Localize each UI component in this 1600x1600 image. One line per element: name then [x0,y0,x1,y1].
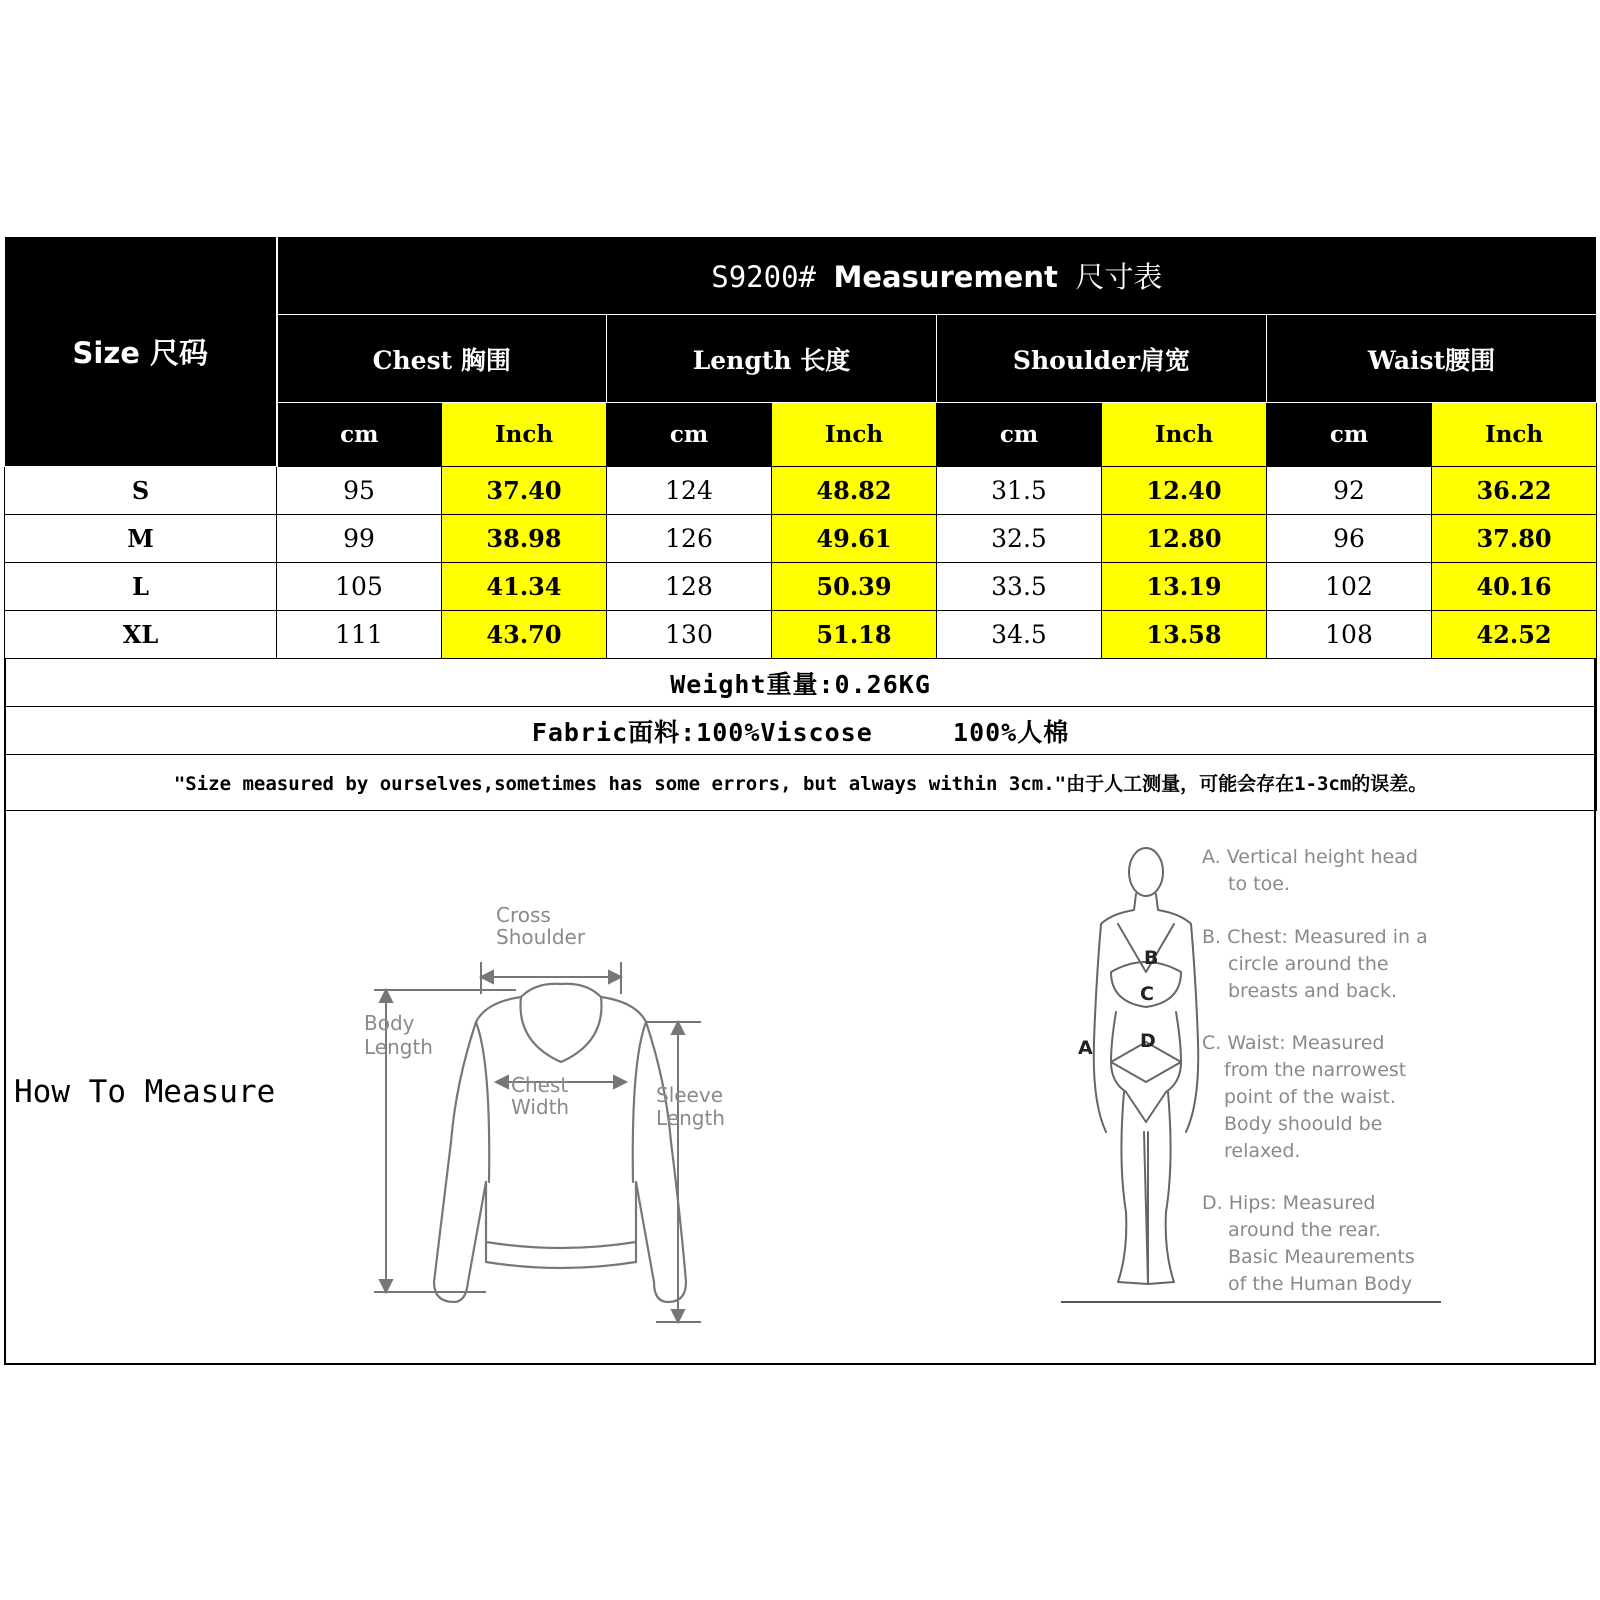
cm-value-cell: 102 [1267,563,1432,611]
inch-value-cell: 43.70 [442,611,607,659]
inch-value-cell: 51.18 [772,611,937,659]
table-row [5,467,1597,515]
cm-value-cell: 99 [277,515,442,563]
label-cross-shoulder-2: Shoulder [496,925,586,949]
garment-diagram [356,882,776,1332]
cm-value-cell: 32.5 [937,515,1102,563]
inch-value-cell: 41.34 [442,563,607,611]
inch-value-cell: 37.40 [442,467,607,515]
cm-value-cell: 111 [277,611,442,659]
table-row [5,611,1597,659]
unit-inch: Inch [772,403,937,467]
cm-value-cell: 130 [607,611,772,659]
unit-cm: cm [607,403,772,467]
note-b [1202,924,1428,1005]
chart-title [277,237,1597,315]
cm-value-cell: 128 [607,563,772,611]
how-to-measure-section [6,812,1594,1364]
cm-value-cell: 33.5 [937,563,1102,611]
cm-value-cell: 124 [607,467,772,515]
unit-inch: Inch [1102,403,1267,467]
label-chest-width-2: Width [511,1095,570,1119]
inch-value-cell: 49.61 [772,515,937,563]
inch-value-cell: 38.98 [442,515,607,563]
inch-value-cell: 37.80 [1432,515,1597,563]
unit-cm: cm [277,403,442,467]
group-chest: Chest 胸围 [277,315,607,403]
unit-inch: Inch [442,403,607,467]
cm-value-cell: 105 [277,563,442,611]
note-d-line: Basic Meaurements [1228,1246,1415,1268]
label-body-length-2: Length [364,1035,433,1059]
note-b-line: circle around the [1228,953,1389,975]
disclaimer-row: "Size measured by ourselves,sometimes has some errors, but always within 3cm."由于人工测量，可能会存在1-3cm的误差。 [5,755,1597,811]
note-c-line: C. Waist: Measured [1202,1032,1385,1054]
how-to-measure-label: How To Measure [14,1074,276,1110]
label-sleeve-length-2: Length [656,1106,725,1130]
inch-value-cell: 40.16 [1432,563,1597,611]
fabric-cn: 100%人棉 [953,717,1070,747]
inch-value-cell: 12.40 [1102,467,1267,515]
note-a-line: A. Vertical height head [1202,846,1418,868]
cm-value-cell: 126 [607,515,772,563]
label-cross-shoulder-1: Cross [496,903,551,927]
letter-d: D [1140,1030,1156,1052]
inch-value-cell: 13.58 [1102,611,1267,659]
size-cell: XL [5,611,277,659]
label-body-length-1: Body [364,1011,415,1035]
note-c-line: relaxed. [1224,1140,1301,1162]
label-chest-width-1: Chest [511,1073,569,1097]
group-shoulder: Shoulder肩宽 [937,315,1267,403]
size-table [4,236,1597,811]
note-d-line: of the Human Body [1228,1273,1413,1295]
cm-value-cell: 108 [1267,611,1432,659]
note-a [1202,844,1418,898]
inch-value-cell: 50.39 [772,563,937,611]
inch-value-cell: 12.80 [1102,515,1267,563]
size-header: Size 尺码 [5,237,277,467]
table-row [5,515,1597,563]
note-c [1202,1030,1406,1165]
unit-inch: Inch [1432,403,1597,467]
note-c-line: from the narrowest [1224,1059,1407,1081]
inch-value-cell: 42.52 [1432,611,1597,659]
inch-value-cell: 13.19 [1102,563,1267,611]
note-b-line: B. Chest: Measured in a [1202,926,1428,948]
note-b-line: breasts and back. [1228,980,1398,1002]
cm-value-cell: 31.5 [937,467,1102,515]
unit-cm: cm [937,403,1102,467]
table-row [5,563,1597,611]
title-suffix: 尺寸表 [1075,260,1163,294]
letter-c: C [1140,983,1154,1005]
letter-b: B [1144,947,1159,969]
note-a-line: to toe. [1228,873,1290,895]
unit-cm: cm [1267,403,1432,467]
size-cell: M [5,515,277,563]
label-sleeve-length-1: Sleeve [656,1083,724,1107]
note-c-line: point of the waist. [1224,1086,1396,1108]
note-d [1202,1190,1415,1298]
group-waist: Waist腰围 [1267,315,1597,403]
cm-value-cell: 34.5 [937,611,1102,659]
cm-value-cell: 95 [277,467,442,515]
fabric-row [5,707,1597,755]
size-cell: S [5,467,277,515]
size-chart-sheet [4,236,1596,1365]
fabric-en: Fabric面料:100%Viscose [531,717,873,747]
letter-a: A [1078,1037,1093,1059]
inch-value-cell: 36.22 [1432,467,1597,515]
cm-value-cell: 96 [1267,515,1432,563]
note-d-line: D. Hips: Measured [1202,1192,1376,1214]
inch-value-cell: 48.82 [772,467,937,515]
note-d-line: around the rear. [1228,1219,1381,1241]
title-bold: Measurement [833,260,1058,294]
size-cell: L [5,563,277,611]
group-length: Length 长度 [607,315,937,403]
weight-row: Weight重量:0.26KG [5,659,1597,707]
cm-value-cell: 92 [1267,467,1432,515]
title-prefix: S9200# [711,260,817,294]
note-c-line: Body shoould be [1224,1113,1383,1135]
